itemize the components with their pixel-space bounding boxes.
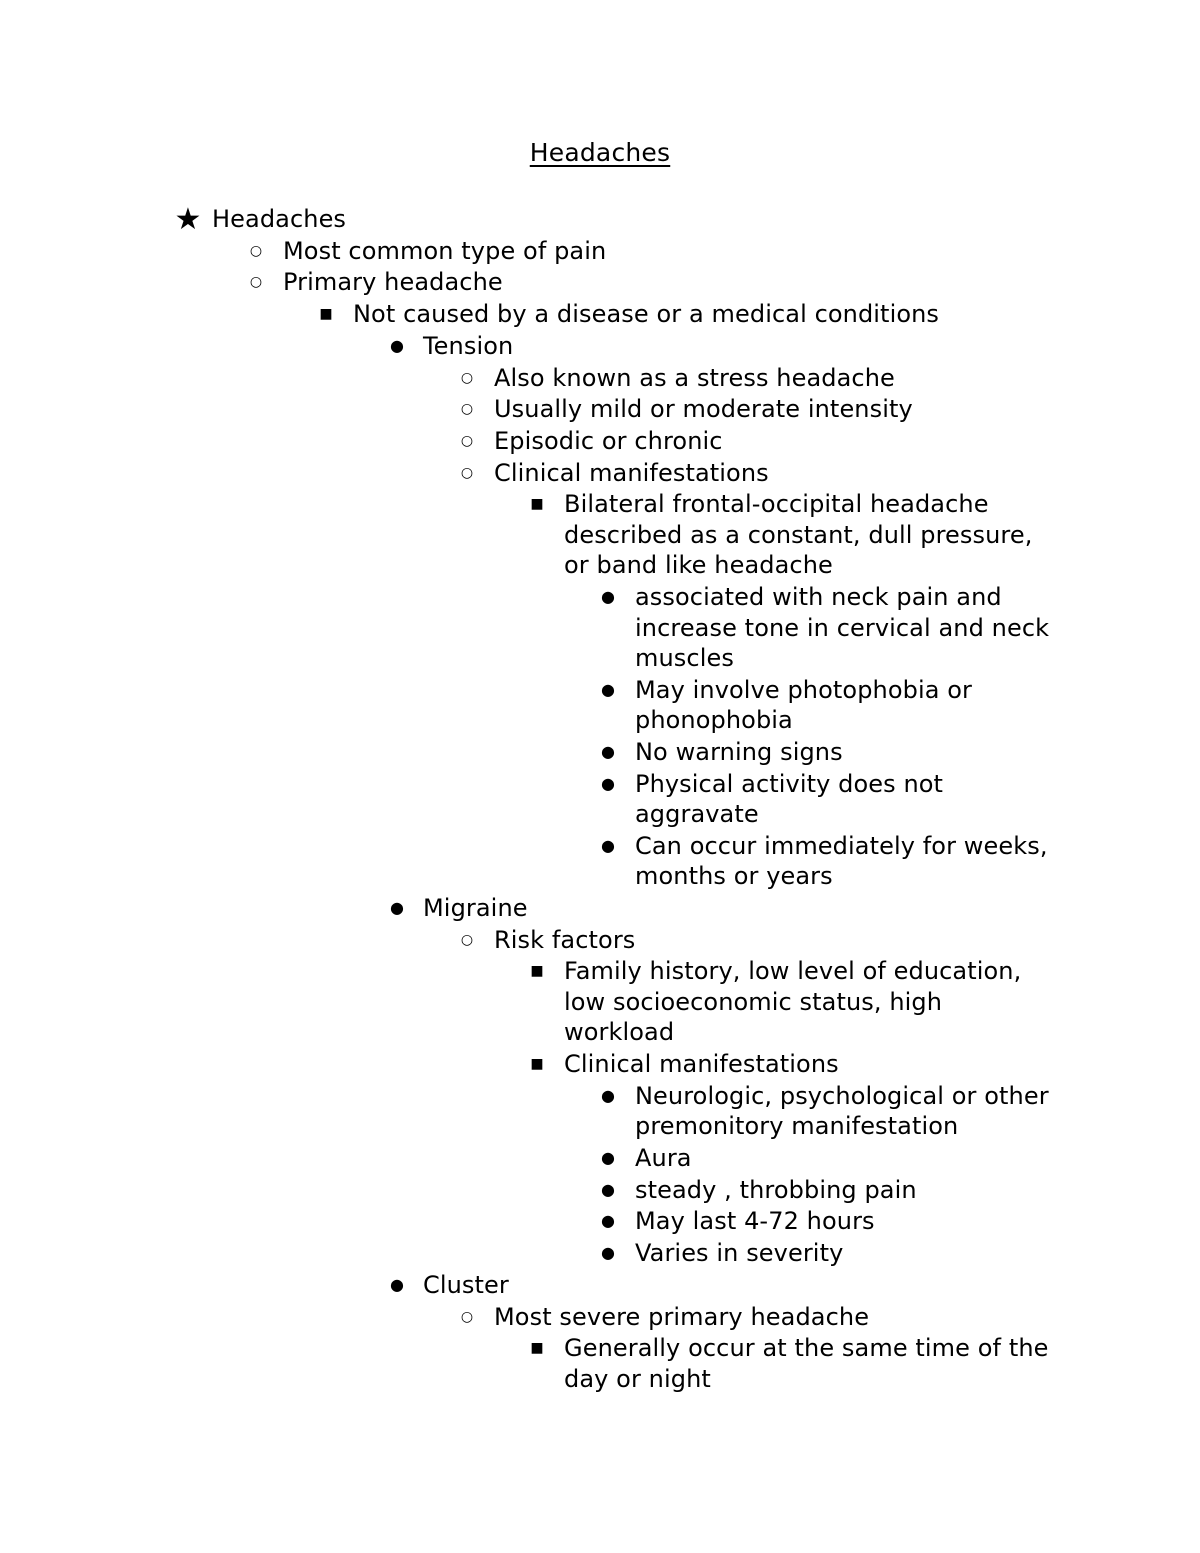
page-title: Headaches	[529, 138, 671, 167]
list-item-text: premonitory manifestation	[635, 1112, 959, 1141]
circle-bullet-icon: ○	[460, 369, 474, 386]
disc-bullet-icon: ●	[600, 1179, 616, 1199]
list-item-text: Most severe primary headache	[494, 1302, 870, 1331]
disc-bullet-icon: ●	[600, 1243, 616, 1263]
disc-bullet-icon: ●	[389, 1274, 405, 1294]
disc-bullet-icon: ●	[600, 773, 616, 793]
list-item-text: Most common type of pain	[283, 236, 607, 265]
disc-bullet-icon: ●	[600, 1148, 616, 1167]
disc-bullet-icon: ●	[600, 587, 616, 606]
list-item-text: Aura	[635, 1144, 692, 1172]
list-item-text: Not caused by a disease or a medical conditions	[353, 300, 940, 329]
disc-bullet-icon: ●	[600, 1085, 616, 1105]
circle-bullet-icon: ○	[249, 242, 263, 259]
list-item-text: Clinical manifestations	[494, 458, 769, 487]
circle-bullet-icon: ○	[460, 464, 474, 481]
circle-bullet-icon: ○	[460, 401, 474, 418]
list-item-text: Physical activity does not	[635, 769, 944, 798]
list-item-text: day or night	[564, 1364, 711, 1393]
list-item-text: May last 4-72 hours	[635, 1207, 875, 1236]
list-item-text: associated with neck pain and	[635, 583, 1002, 611]
list-item-text: steady , throbbing pain	[635, 1175, 917, 1204]
list-item-text: May involve photophobia or	[635, 675, 973, 704]
list-item-text: Family history, low level of education,	[564, 957, 1022, 986]
circle-bullet-icon: ○	[249, 274, 263, 291]
square-bullet-icon: ■	[319, 306, 333, 323]
list-item-text: Episodic or chronic	[494, 426, 723, 455]
list-item-text: Headaches	[212, 205, 347, 233]
list-item-text: phonophobia	[635, 706, 793, 735]
list-item-text: Cluster	[423, 1270, 509, 1299]
list-item-text: Bilateral frontal-occipital headache	[564, 490, 989, 519]
list-item-text: Risk factors	[494, 925, 636, 954]
list-item-text: described as a constant, dull pressure,	[564, 520, 1033, 549]
list-item-text: Clinical manifestations	[564, 1050, 839, 1079]
list-item-text: Can occur immediately for weeks,	[635, 831, 1048, 860]
disc-bullet-icon: ●	[389, 335, 405, 355]
list-item-text: months or years	[635, 862, 833, 891]
list-item-text: Primary headache	[283, 268, 503, 297]
list-item-text: Also known as a stress headache	[494, 363, 895, 392]
list-item-text: low socioeconomic status, high	[564, 987, 943, 1016]
list-item-text: muscles	[635, 644, 734, 672]
disc-bullet-icon: ●	[600, 1211, 616, 1231]
disc-bullet-icon: ●	[389, 898, 405, 917]
list-item-text: Generally occur at the same time of the	[564, 1334, 1049, 1363]
circle-bullet-icon: ○	[460, 1308, 474, 1325]
list-item-text: Varies in severity	[635, 1239, 844, 1268]
list-item-text: or band like headache	[564, 551, 833, 580]
list-item-text: increase tone in cervical and neck	[635, 613, 1050, 642]
list-item-text: Usually mild or moderate intensity	[494, 395, 913, 424]
disc-bullet-icon: ●	[600, 835, 616, 855]
list-item-text: aggravate	[635, 800, 759, 829]
list-item-text: Neurologic, psychological or other	[635, 1081, 1049, 1110]
square-bullet-icon: ■	[530, 1340, 544, 1357]
square-bullet-icon: ■	[530, 496, 544, 513]
list-item-text: Migraine	[423, 894, 528, 922]
disc-bullet-icon: ●	[600, 741, 616, 761]
star-bullet-icon: ★	[174, 202, 202, 237]
list-item-text: No warning signs	[635, 737, 843, 766]
circle-bullet-icon: ○	[460, 432, 474, 449]
square-bullet-icon: ■	[530, 1056, 544, 1073]
circle-bullet-icon: ○	[460, 931, 474, 948]
list-item-text: Tension	[423, 331, 514, 360]
list-item-text: workload	[564, 1018, 675, 1047]
disc-bullet-icon: ●	[600, 679, 616, 699]
square-bullet-icon: ■	[530, 963, 544, 980]
